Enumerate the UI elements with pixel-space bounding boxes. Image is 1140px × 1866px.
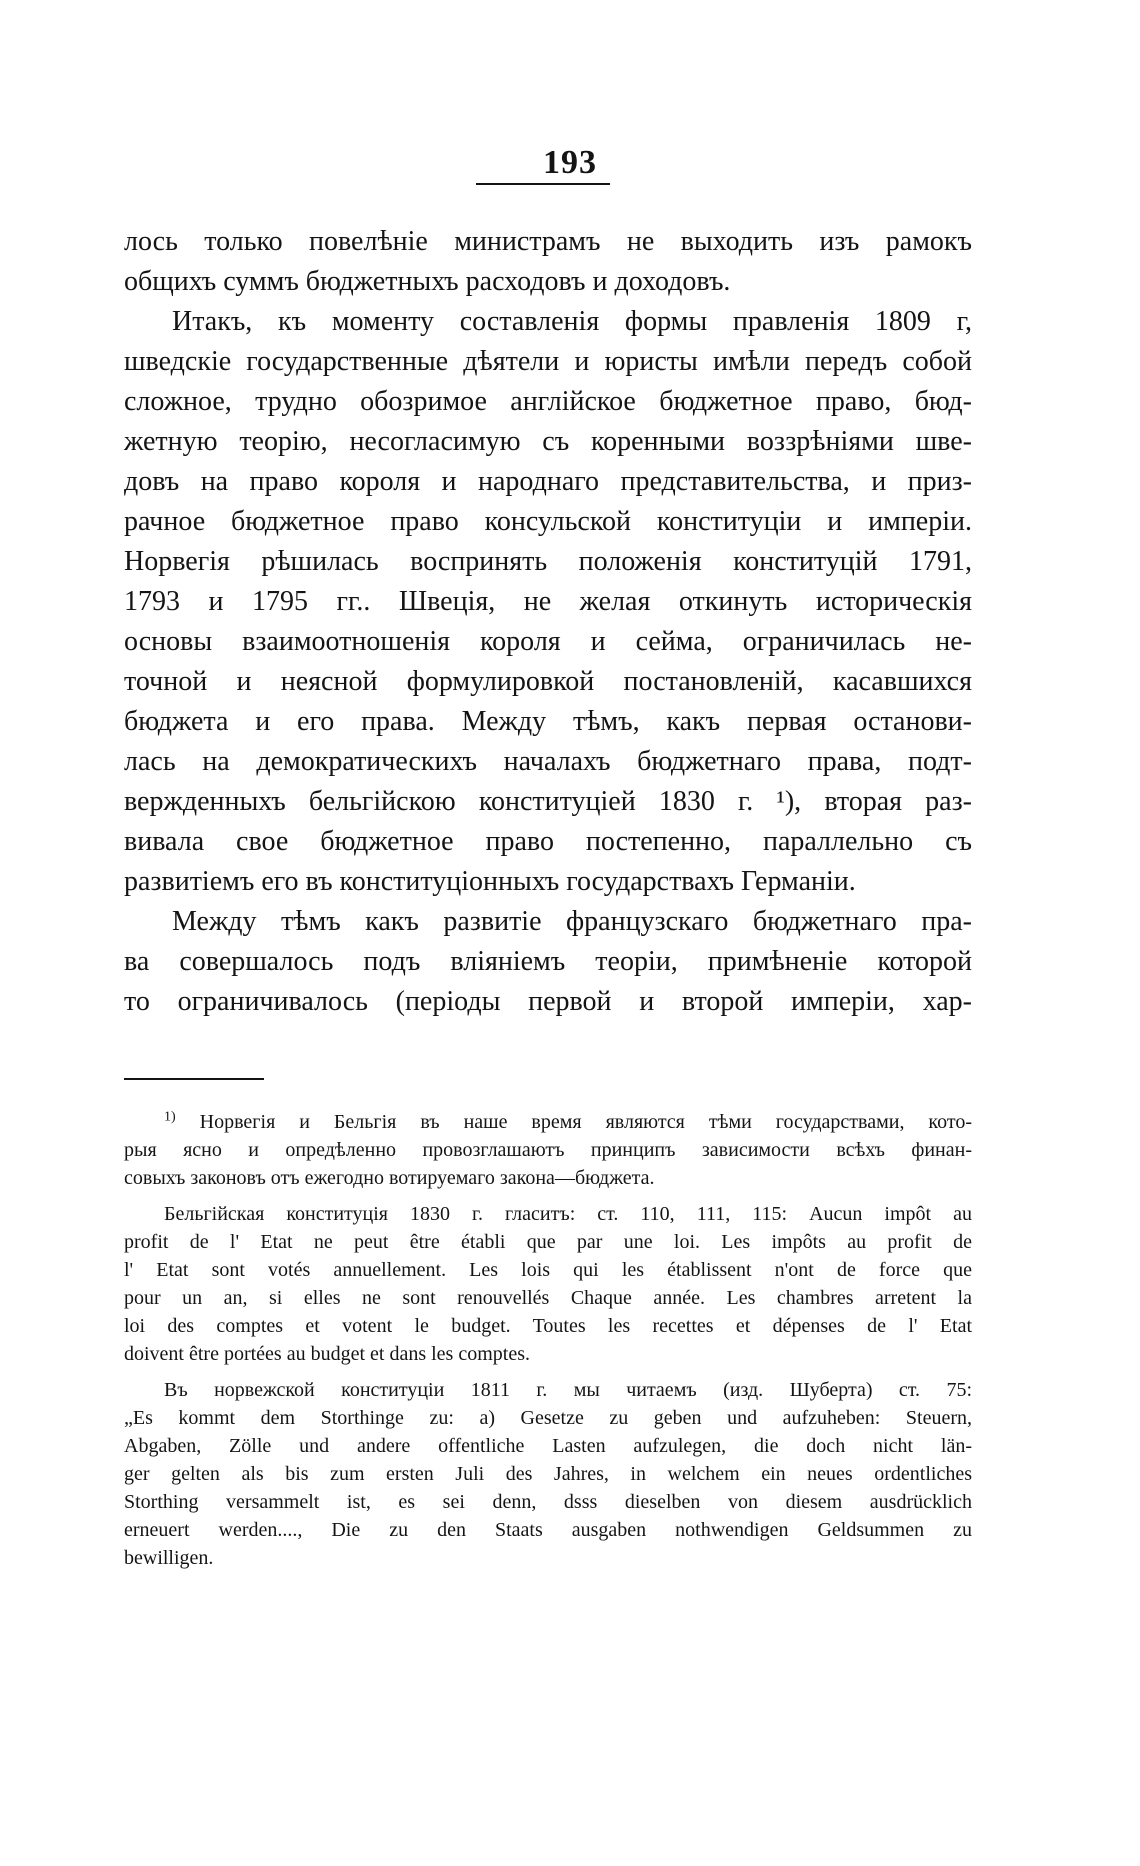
page-number-rule [476,183,610,185]
text-line: вержденныхъ бельгійскою конституціей 1830 г. ¹), вторая раз- [124,786,972,817]
footnote-line: loi des comptes et votent le budget. Toutes les recettes et dépenses de l' Etat [124,1315,972,1337]
footnote-line: Storthing versammelt ist, es sei denn, dsss dieselben von diesem ausdrücklich [124,1491,972,1513]
page-number: 193 [543,144,597,181]
text-line: сложное, трудно обозримое англійское бюджетное право, бюд- [124,386,972,417]
footnote-belgium-quote [124,1200,972,1368]
footnote-line: pour un an, si elles ne sont renouvellés Chaque année. Les chambres arretent la [124,1287,972,1309]
text-line: Норвегія рѣшилась воспринять положенія конституцій 1791, [124,546,972,577]
footnote-line: ger gelten als bis zum ersten Juli des Jahres, in welchem ein neues ordentliches [124,1463,972,1485]
text-line: общихъ суммъ бюджетныхъ расходовъ и доходовъ. [124,266,731,297]
footnote-line: совыхъ законовъ отъ ежегодно вотируемаго закона—бюджета. [124,1167,655,1189]
footnote-rule [124,1078,264,1080]
text-line: 1793 и 1795 гг.. Швеція, не желая откинуть историческія [124,586,972,617]
main-text [124,222,972,1022]
footnote-line: Въ норвежской конституціи 1811 г. мы читаемъ (изд. Шуберта) ст. 75: [164,1379,972,1401]
text-line: ва совершалось подъ вліяніемъ теоріи, примѣненіе которой [124,946,972,977]
footnote-line: bewilligen. [124,1547,214,1569]
text-line: Итакъ, къ моменту составленія формы правленія 1809 г, [172,306,972,337]
footnote-norway-quote [124,1376,972,1572]
footnote-mark: 1) [164,1109,176,1125]
footnote-line [124,1108,972,1136]
text-line: вивала свое бюджетное право постепенно, параллельно съ [124,826,972,857]
text-line: лось только повелѣніе министрамъ не выходить изъ рамокъ [124,226,972,257]
text-line: довъ на право короля и народнаго представительства, и приз- [124,466,972,497]
text-line: основы взаимоотношенія короля и сейма, ограничилась не- [124,626,972,657]
text-line: точной и неясной формулировкой постановленій, касавшихся [124,666,972,697]
text-line: Между тѣмъ какъ развитіе французскаго бюджетнаго пра- [172,906,972,937]
footnote-text: Норвегія и Бельгія въ наше время являются тѣми государствами, кото- [199,1111,972,1133]
footnote-line: l' Etat sont votés annuellement. Les lois qui les établissent n'ont de force que [124,1259,972,1281]
footnote-line: „Es kommt dem Storthinge zu: a) Gesetze zu geben und aufzuheben: Steuern, [124,1407,972,1429]
footnote-line: erneuert werden...., Die zu den Staats ausgaben nothwendigen Geldsummen zu [124,1519,972,1541]
footnote-1 [124,1108,972,1192]
footnote-line: profit de l' Etat ne peut être établi que par une loi. Les impôts au profit de [124,1231,972,1253]
footnote-line: Abgaben, Zölle und andere offentliche Lasten aufzulegen, die doch nicht län- [124,1435,972,1457]
text-line: рачное бюджетное право консульской конституціи и имперіи. [124,506,972,537]
footnotes [124,1108,972,1580]
text-line: жетную теорію, несогласимую съ коренными воззрѣніями шве- [124,426,972,457]
text-line: то ограничивалось (періоды первой и второй имперіи, хар- [124,986,972,1017]
text-line: лась на демократическихъ началахъ бюджетнаго права, подт- [124,746,972,777]
footnote-line: doivent être portées au budget et dans les comptes. [124,1343,530,1365]
text-line: бюджета и его права. Между тѣмъ, какъ первая останови- [124,706,972,737]
text-line: шведскіе государственные дѣятели и юристы имѣли передъ собой [124,346,972,377]
footnote-line: рыя ясно и опредѣленно провозглашаютъ принципъ зависимости всѣхъ финан- [124,1139,972,1161]
footnote-line: Бельгійская конституція 1830 г. гласитъ: ст. 110, 111, 115: Aucun impôt au [164,1203,972,1225]
text-line: развитіемъ его въ конституціонныхъ государствахъ Германіи. [124,866,856,897]
